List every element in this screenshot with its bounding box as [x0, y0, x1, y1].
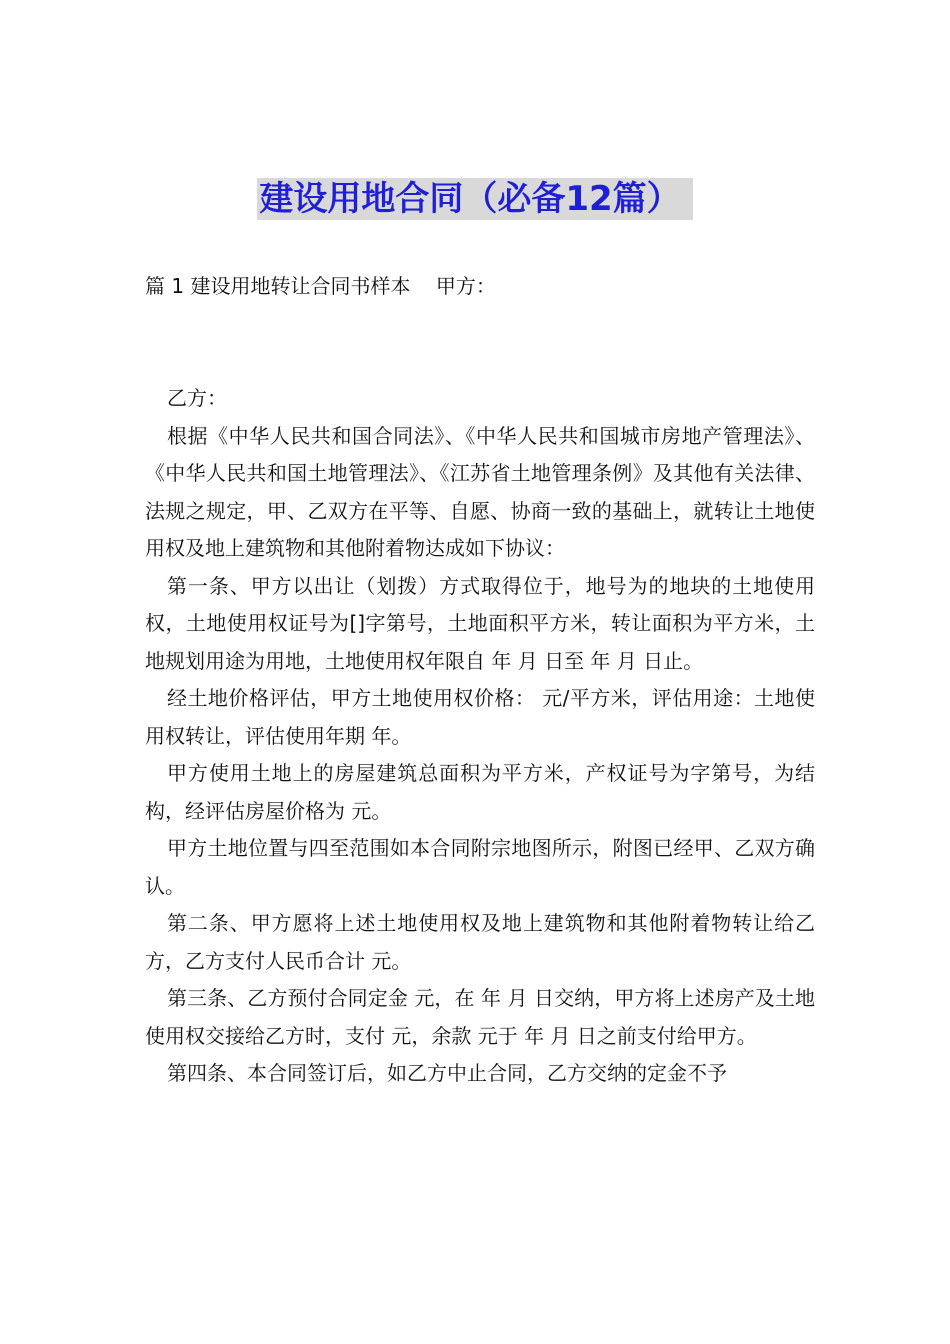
paragraph-article-4: 第四条、本合同签订后，如乙方中止合同，乙方交纳的定金不予 [167, 1061, 727, 1085]
paragraph-party-b: 乙方： [167, 386, 227, 410]
document-body [145, 380, 815, 1093]
paragraph-land-location: 甲方土地位置与四至范围如本合同附宗地图所示，附图已经甲、乙双方确认。 [145, 836, 815, 898]
title-container [0, 178, 950, 220]
section-heading: 篇 1 建设用地转让合同书样本 甲方： [145, 274, 496, 298]
document-title: 建设用地合同（必备12篇） [257, 178, 692, 220]
paragraph-article-3: 第三条、乙方预付合同定金 元，在 年 月 日交纳，甲方将上述房产及土地使用权交接给乙方时，支付 元，余款 元于 年 月 日之前支付给甲方。 [145, 986, 815, 1048]
paragraph-land-valuation: 经土地价格评估，甲方土地使用权价格： 元/平方米，评估用途：土地使用权转让，评估使用年期 年。 [145, 686, 815, 748]
paragraph-article-1: 第一条、甲方以出让（划拨）方式取得位于，地号为的地块的土地使用权，土地使用权证号为[]字第号，土地面积平方米，转让面积为平方米，土地规划用途为用地，土地使用权年限自 年 月 日至 年 月 日止。 [145, 573, 815, 673]
paragraph-building-area: 甲方使用土地上的房屋建筑总面积为平方米，产权证号为字第号，为结构，经评估房屋价格为 元。 [145, 761, 815, 823]
paragraph-legal-basis: 根据《中华人民共和国合同法》、《中华人民共和国城市房地产管理法》、《中华人民共和国土地管理法》、《江苏省土地管理条例》及其他有关法律、法规之规定，甲、乙双方在平等、自愿、协商一致的基础上，就转让土地使用权及地上建筑物和其他附着物达成如下协议： [145, 423, 815, 560]
paragraph-article-2: 第二条、甲方愿将上述土地使用权及地上建筑物和其他附着物转让给乙方，乙方支付人民币合计 元。 [145, 911, 815, 973]
